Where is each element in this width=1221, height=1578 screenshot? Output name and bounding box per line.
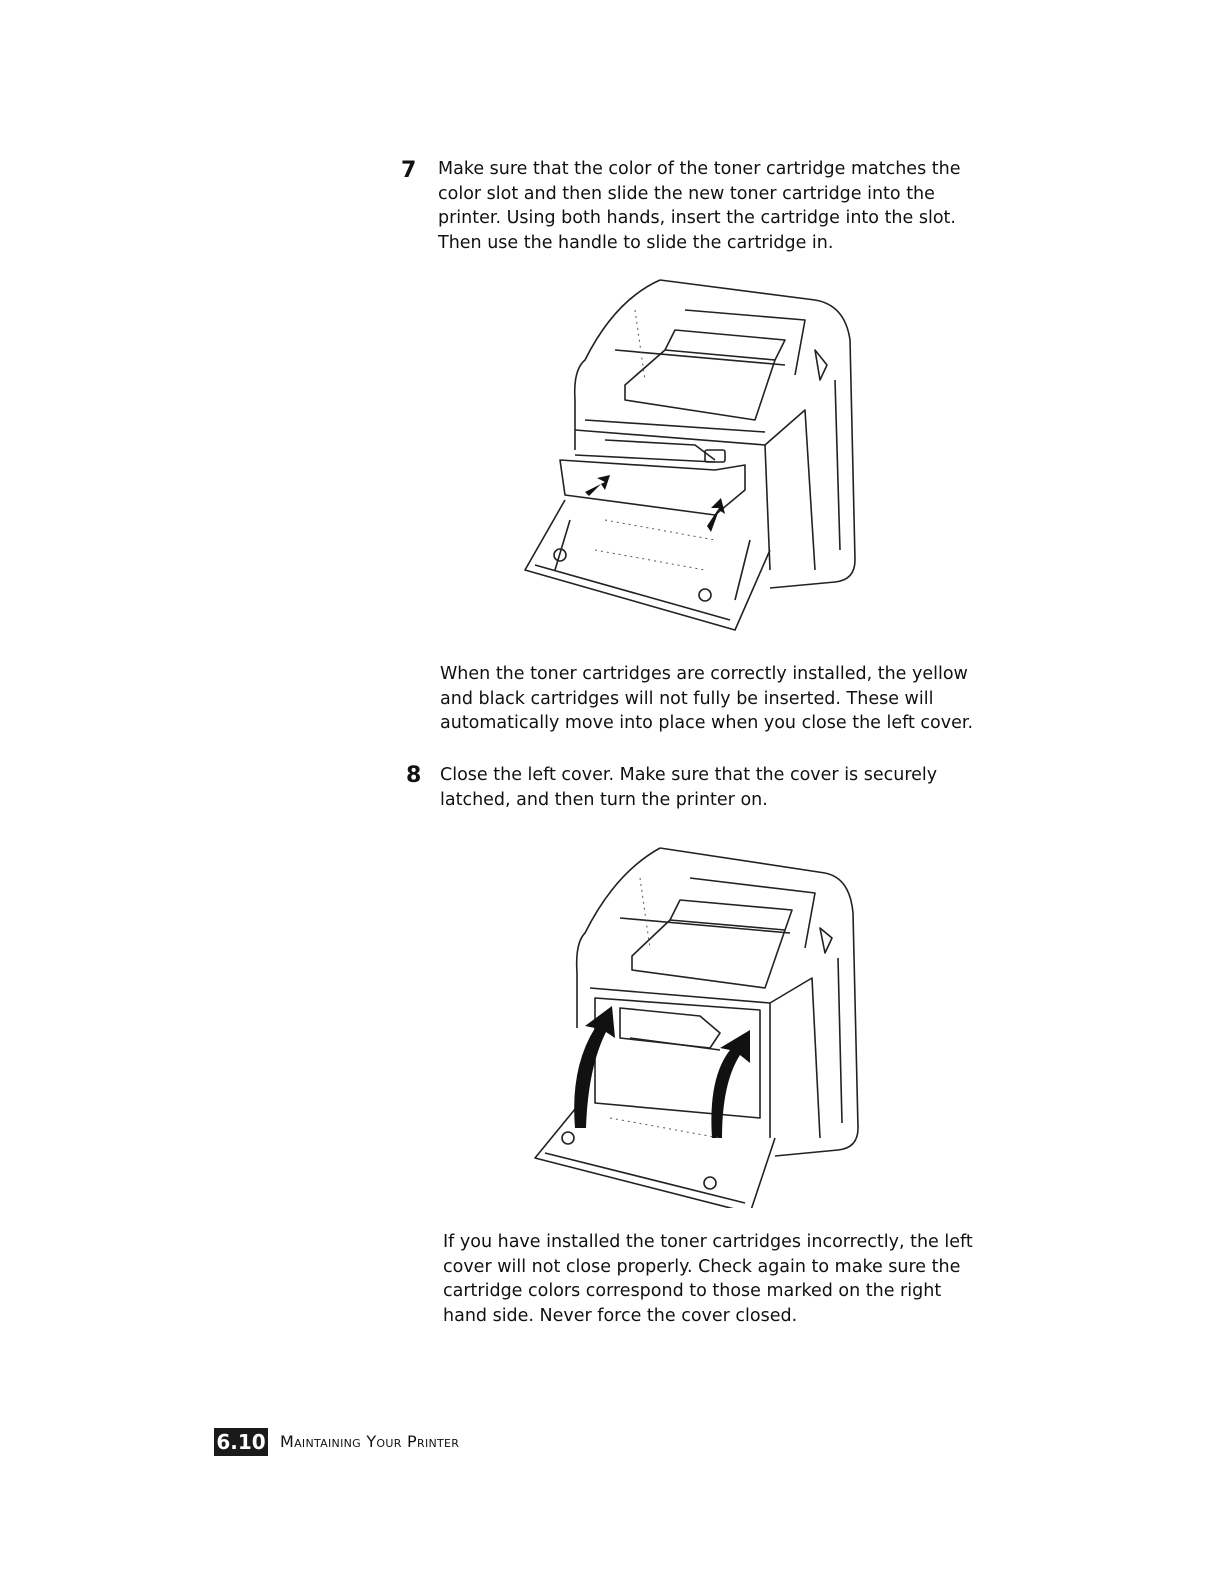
step-7-text: Make sure that the color of the toner cartridge matches the color slot and then slide the new toner cartridge into the printer. Using both hands, insert the cartridge into the slot. Then use the handle to slide the cartridge in. [438,159,961,253]
step-7-number: 7 [401,158,417,183]
step-8-note: If you have installed the toner cartridges incorrectly, the left cover will not close properly. Check again to make sure the cartridge colors correspond to those marked on the right hand side. Never force the cover closed. [443,1232,973,1326]
page-number-badge: 6.10 [214,1428,268,1456]
step-8-number: 8 [406,763,422,788]
printer-insert-cartridge-illustration [515,270,865,640]
step-8-text: Close the left cover. Make sure that the cover is securely latched, and then turn the printer on. [440,765,938,810]
printer-close-cover-illustration [520,838,870,1208]
step-7-note: When the toner cartridges are correctly installed, the yellow and black cartridges will not fully be inserted. These will automatically move into place when you close the left cover. [440,664,974,733]
section-title: Maintaining Your Printer [280,1432,460,1451]
